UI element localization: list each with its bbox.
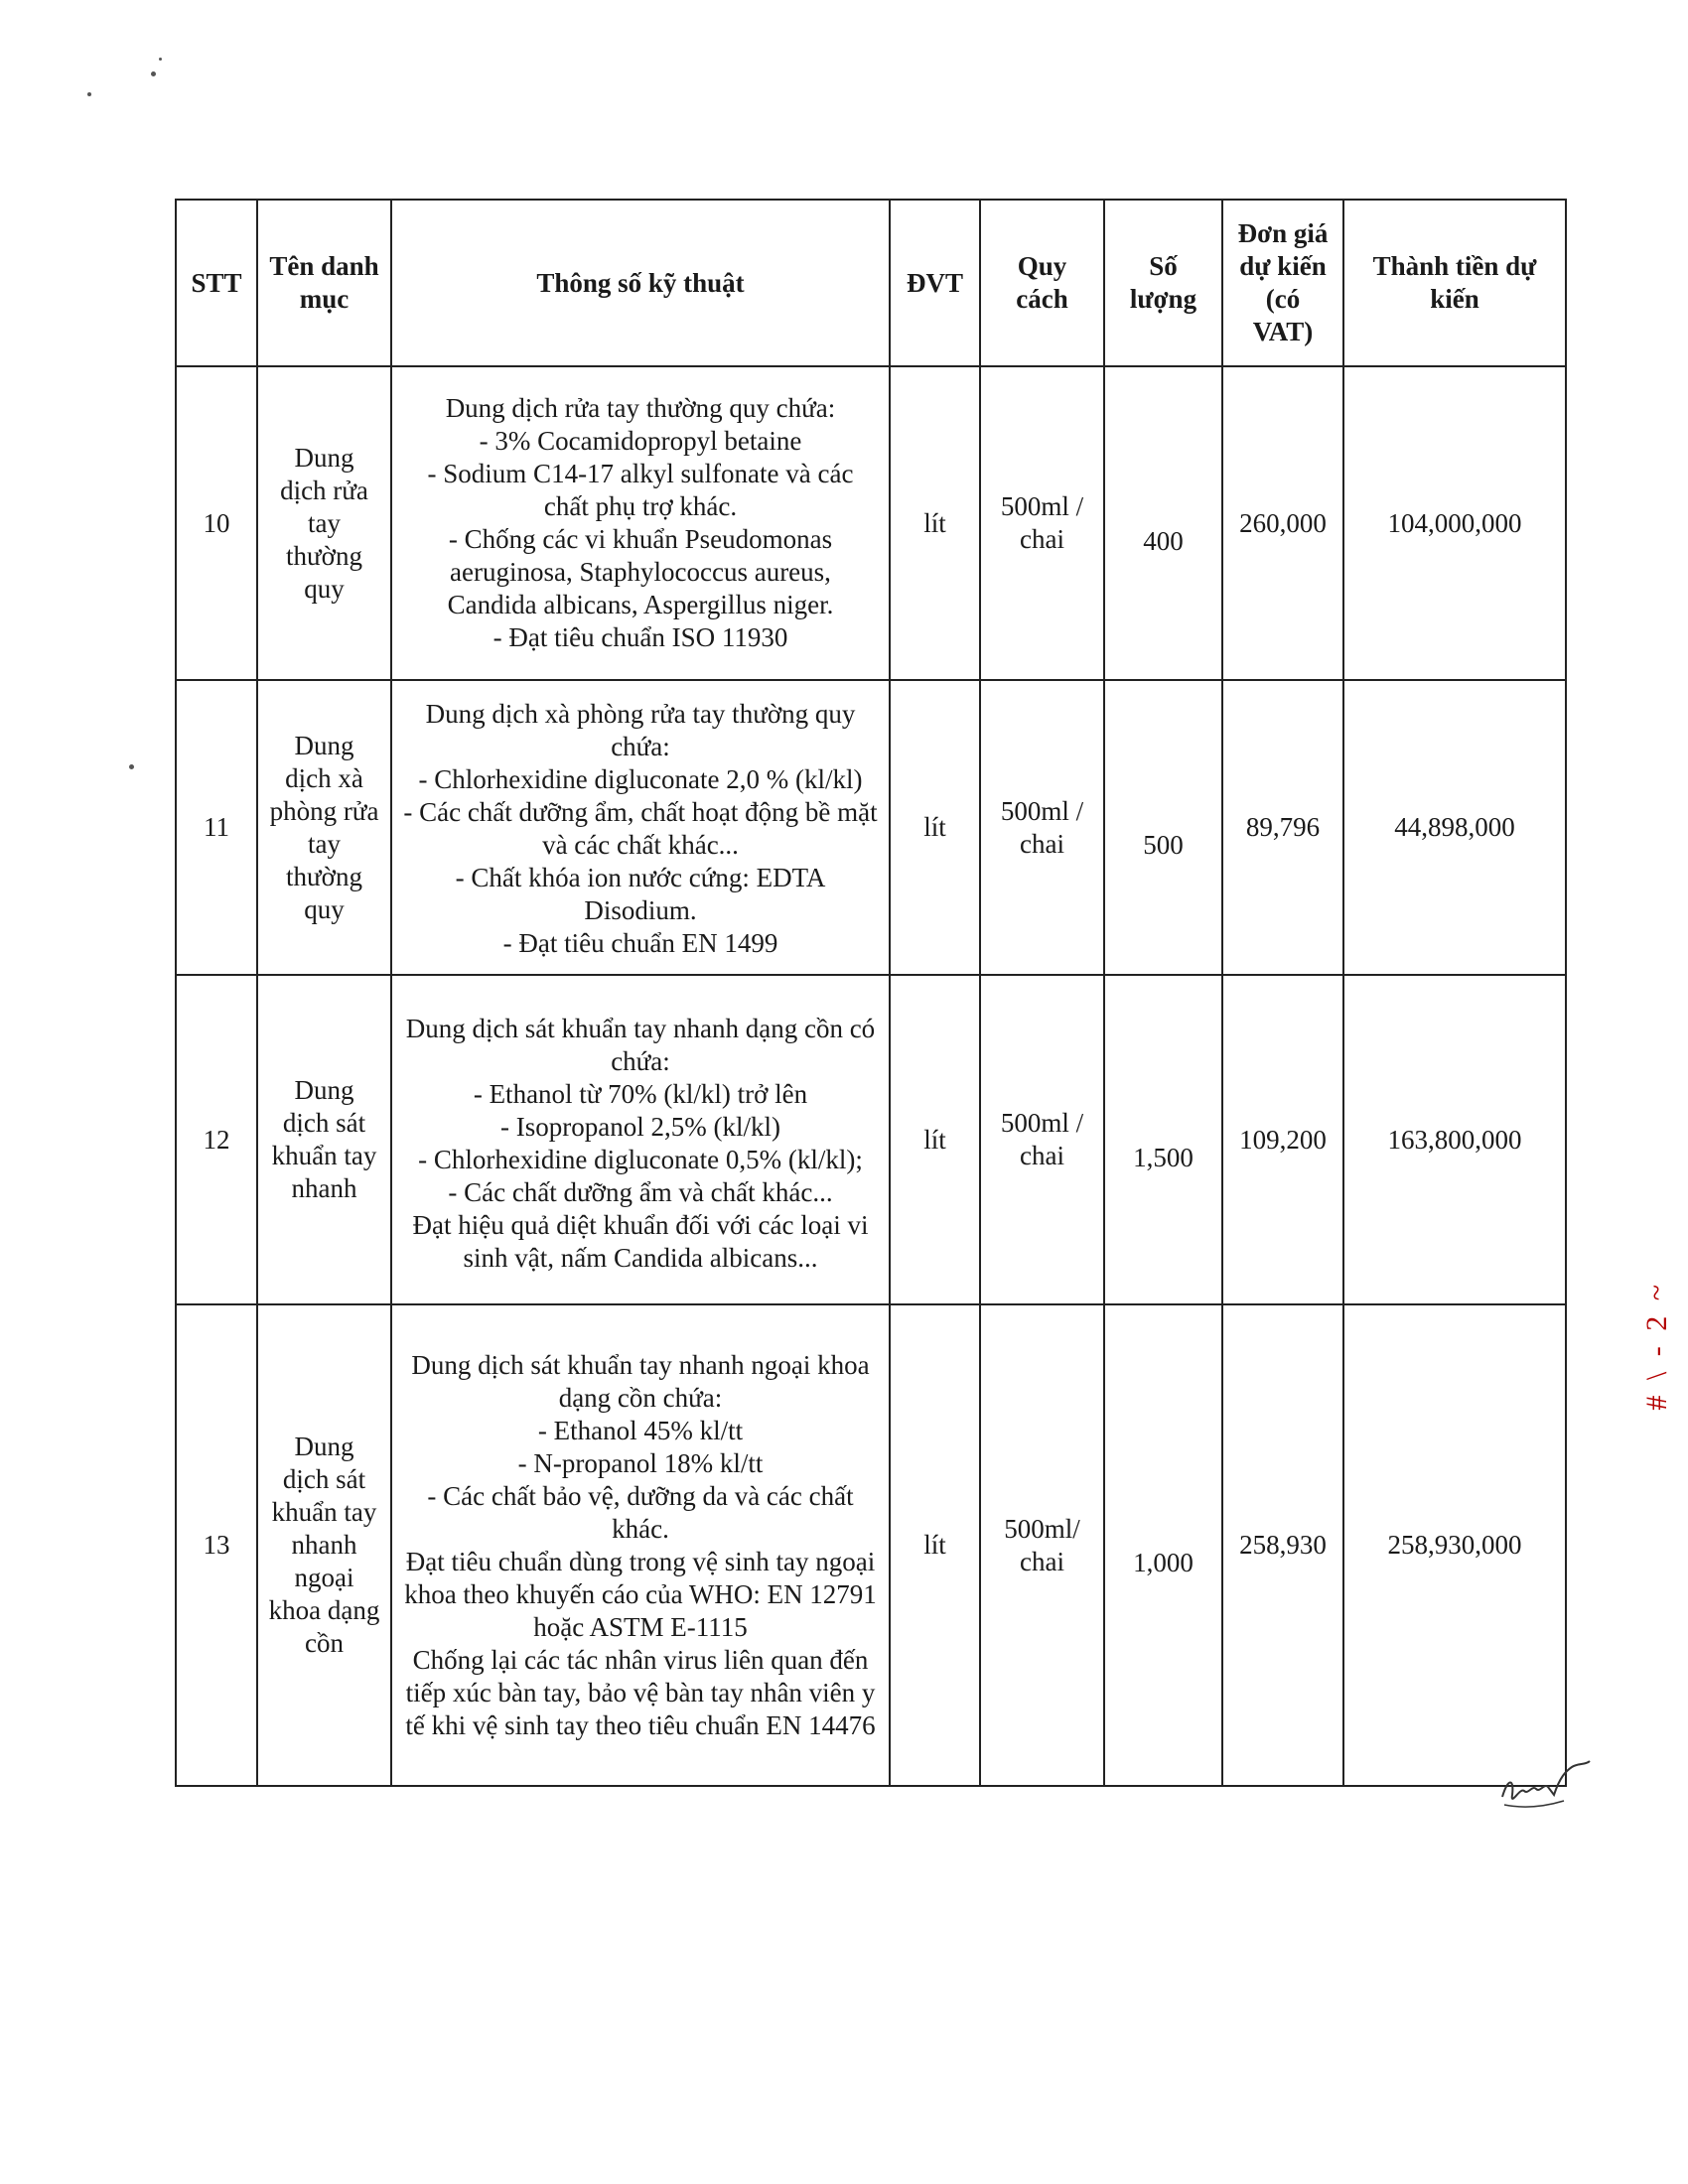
spec-line: - N-propanol 18% kl/tt [517,1447,764,1478]
row-unit: lít [890,366,980,680]
row-specs [391,366,890,680]
spec-line: Dung dịch rửa tay thường quy chứa: [445,393,836,423]
header-specs: Thông số kỹ thuật [391,200,890,366]
quantity-value: 1,000 [1133,1548,1194,1577]
scan-speck [159,58,162,61]
row-unit: lít [890,975,980,1304]
quantity-value: 400 [1143,525,1184,556]
row-total: 44,898,000 [1343,680,1566,975]
row-item-name: Dung dịch sát khuẩn tay nhanh ngoại khoa dạng cồn [257,1304,391,1786]
row-total: 258,930,000 [1343,1304,1566,1786]
header-total: Thành tiền dự kiến [1343,200,1566,366]
table-row [176,975,1566,1304]
header-unit-price: Đơn giá dự kiến (có VAT) [1222,200,1343,366]
row-packaging: 500ml / chai [980,680,1104,975]
spec-line: - Sodium C14-17 alkyl sulfonate và các chất phụ trợ khác. [427,459,854,521]
row-quantity [1104,680,1222,975]
row-total: 104,000,000 [1343,366,1566,680]
spec-line: Dung dịch sát khuẩn tay nhanh dạng cồn có chứa: [405,1014,876,1076]
row-packaging: 500ml/ chai [980,1304,1104,1786]
signature-icon [1494,1757,1594,1817]
row-stt: 13 [176,1304,257,1786]
spec-line: - Đạt tiêu chuẩn ISO 11930 [492,622,788,652]
spec-line: - Ethanol từ 70% (kl/kl) trở lên [473,1079,808,1109]
row-item-name: Dung dịch rửa tay thường quy [257,366,391,680]
spec-line: - Các chất dưỡng ẩm, chất hoạt động bề mặt và các chất khác... [403,796,878,860]
specification-table [175,199,1567,1787]
spec-line: - 3% Cocamidopropyl betaine [479,426,802,456]
spec-line: - Chlorhexidine digluconate 0,5% (kl/kl); [418,1145,863,1174]
header-packaging: Quy cách [980,200,1104,366]
row-item-name: Dung dịch sát khuẩn tay nhanh [257,975,391,1304]
header-item-name: Tên danh mục [257,200,391,366]
spec-line: - Isopropanol 2,5% (kl/kl) [500,1112,780,1142]
scan-speck [151,71,156,76]
spec-line: - Chất khóa ion nước cứng: EDTA Disodium. [455,862,826,925]
row-packaging: 500ml / chai [980,366,1104,680]
spec-line: Đạt hiệu quả diệt khuẩn đối với các loại vi sinh vật, nấm Candida albicans... [412,1210,869,1273]
spec-line: - Các chất dưỡng ẩm và chất khác... [448,1177,833,1207]
scan-speck [129,764,134,769]
header-row [176,200,1566,366]
spec-line: - Chống các vi khuẩn Pseudomonas aeruginosa, Staphylococcus aureus, Candida albicans, Aspergillus niger. [447,524,834,619]
spec-line: - Ethanol 45% kl/tt [537,1415,744,1445]
table-row [176,680,1566,975]
row-unit-price: 89,796 [1222,680,1343,975]
row-item-name: Dung dịch xà phòng rửa tay thường quy [257,680,391,975]
row-specs [391,975,890,1304]
row-quantity [1104,366,1222,680]
spec-line: - Đạt tiêu chuẩn EN 1499 [502,927,778,958]
spec-line: - Các chất bảo vệ, dưỡng da và các chất khác. [427,1480,854,1544]
quantity-value: 1,500 [1133,1142,1194,1172]
header-stt: STT [176,200,257,366]
spec-line: Đạt tiêu chuẩn dùng trong vệ sinh tay ngoại khoa theo khuyến cáo của WHO: EN 12791 hoặc ASTM E-1115 [404,1546,877,1642]
table-row [176,366,1566,680]
spec-line: Dung dịch sát khuẩn tay nhanh ngoại khoa dạng cồn chứa: [411,1349,870,1413]
header-unit: ĐVT [890,200,980,366]
spec-line: Dung dịch xà phòng rửa tay thường quy chứa: [425,698,856,761]
row-unit: lít [890,1304,980,1786]
row-stt: 10 [176,366,257,680]
row-quantity [1104,1304,1222,1786]
scan-speck [87,92,91,96]
margin-handwritten-marks: # \ - 2 ~ [1640,1281,1673,1411]
row-stt: 11 [176,680,257,975]
row-stt: 12 [176,975,257,1304]
row-unit-price: 260,000 [1222,366,1343,680]
quantity-value: 500 [1143,830,1184,860]
row-packaging: 500ml / chai [980,975,1104,1304]
row-specs [391,1304,890,1786]
row-unit-price: 109,200 [1222,975,1343,1304]
spec-line: - Chlorhexidine digluconate 2,0 % (kl/kl) [418,763,863,794]
row-total: 163,800,000 [1343,975,1566,1304]
row-unit-price: 258,930 [1222,1304,1343,1786]
spec-line: Chống lại các tác nhân virus liên quan đến tiếp xúc bàn tay, bảo vệ bàn tay nhân viên y tế khi vệ sinh tay theo tiêu chuẩn EN 14476 [405,1644,876,1740]
row-specs [391,680,890,975]
header-quantity: Số lượng [1104,200,1222,366]
row-unit: lít [890,680,980,975]
row-quantity [1104,975,1222,1304]
table-row [176,1304,1566,1786]
